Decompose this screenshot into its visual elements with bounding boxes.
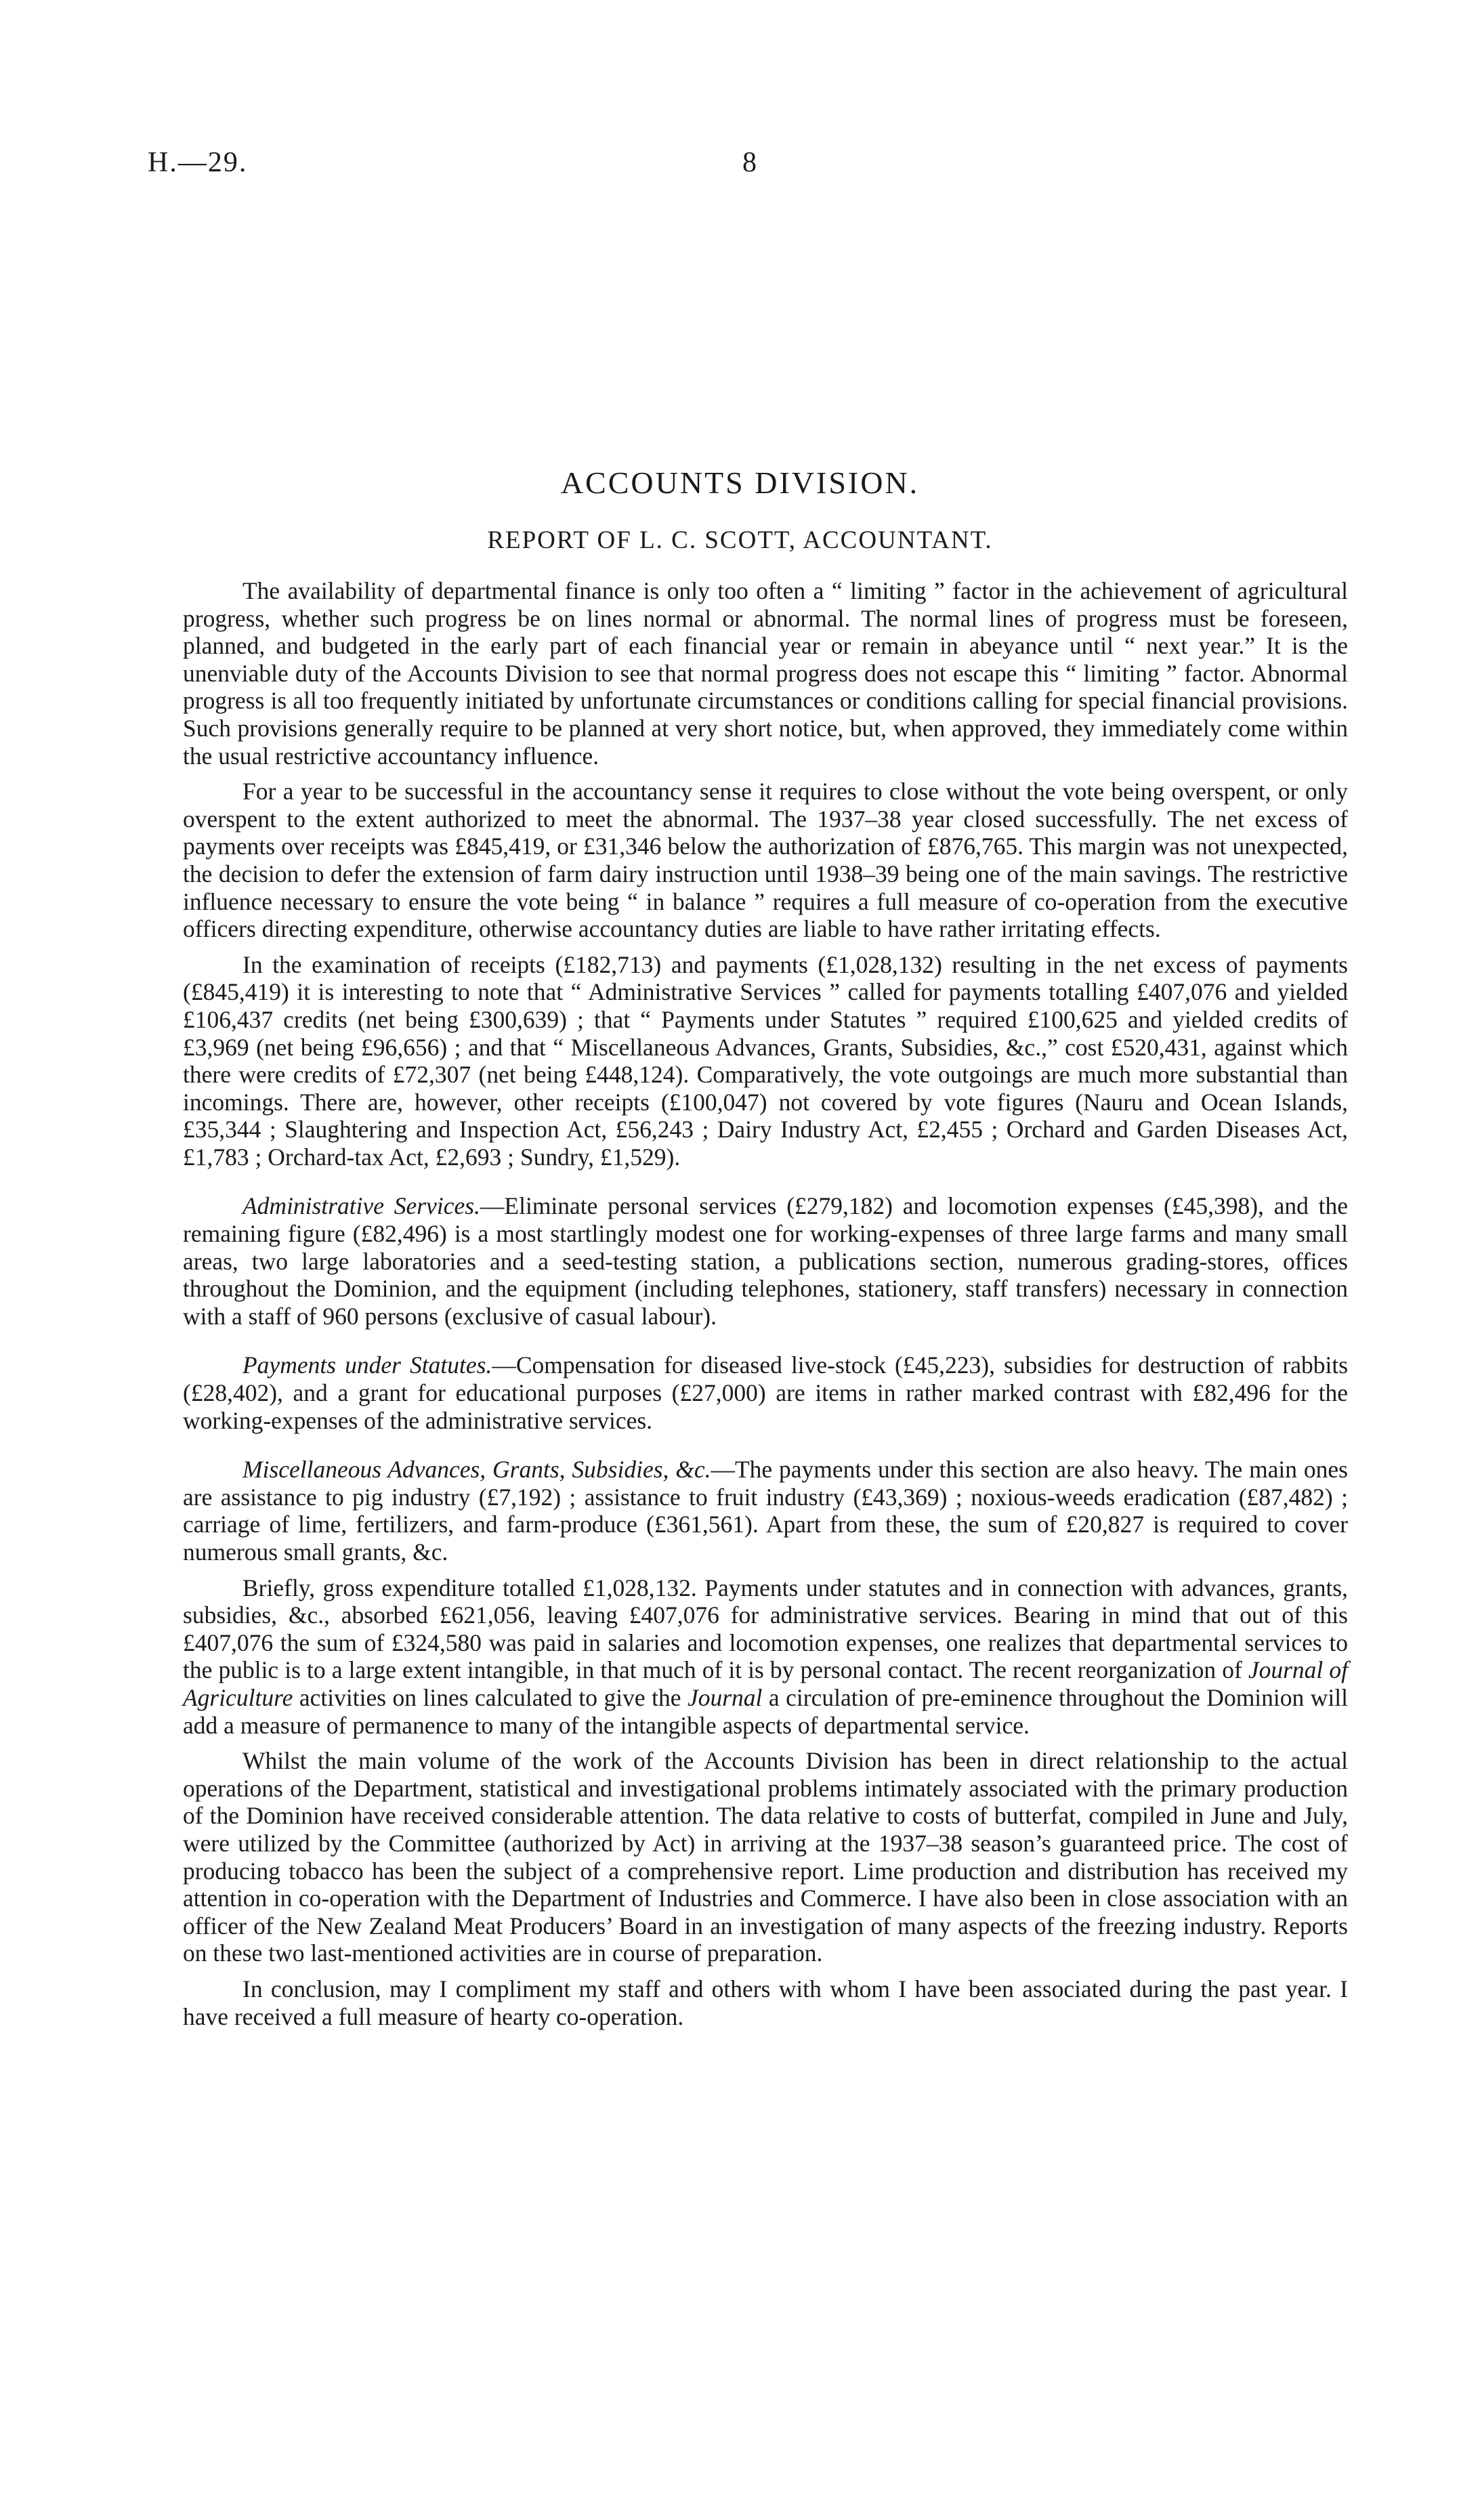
payments-under-statutes-text: —Compensation for diseased live-stock (£45,223), subsidies for destruction of rabbits (£28,402), and a grant for educational purposes (£27,000) are items in rather marked contrast with £82,496 for the working-expenses of the administrative services. (183, 1351, 1349, 1434)
paragraph-miscellaneous-advances (183, 1456, 1348, 1566)
gross-expenditure-text-b: activities on lines calculated to give the (299, 1683, 681, 1711)
report-subtitle: REPORT OF L. C. SCOTT, ACCOUNTANT. (487, 526, 993, 554)
miscellaneous-advances-lead: Miscellaneous Advances, Grants, Subsidies, &c. (242, 1456, 711, 1484)
paragraph-statistical-work: Whilst the main volume of the work of the Accounts Division has been in direct relationship to the actual operations of the Department, statistical and investigational problems intimately associated with the primary production of the Dominion have received considerable attention. The data relative to costs of butterfat, compiled in June and July, were utilized by the Committee (authorized by Act) in arriving at the 1937–38 season’s guaranteed price. The cost of producing tobacco has been the subject of a comprehensive report. Lime production and distribution has received my attention in co-operation with the Department of Industries and Commerce. I have also been in close association with an officer of the New Zealand Meat Producers’ Board in an investigation of many aspects of the freezing industry. Reports on these two last-mentioned activities are in course of preparation. (183, 1747, 1348, 1967)
paragraph-payments-under-statutes (183, 1351, 1348, 1434)
gross-expenditure-text-c: a circulation of pre-eminence throughout the Dominion will add a measure of permanence to many of the intangible aspects of departmental service. (183, 1683, 1349, 1739)
miscellaneous-advances-text: —The payments under this section are also heavy. The main ones are assistance to pig industry (£7,192) ; assistance to fruit industry (£43,369) ; noxious-weeds eradication (£87,482) ; carriage of lime, fertilizers, and farm-produce (£361,561). Apart from these, the sum of £20,827 is required to cover numerous small grants, &c. (183, 1456, 1348, 1566)
paragraph-gross-expenditure (183, 1574, 1348, 1740)
gross-expenditure-text-a: Briefly, gross expenditure totalled £1,028,132. Payments under statutes and in connection with advances, grants, subsidies, &c., absorbed £621,056, leaving £407,076 for administrative services. Bearing in mind that out of this £407,076 the sum of £324,580 was paid in salaries and locomotion expenses, one realizes that departmental services to the public is to a large extent intangible, in that much of it is by personal contact. The recent reorganization of (183, 1574, 1348, 1684)
journal-title: Journal (687, 1683, 763, 1711)
paragraph-receipts-payments: In the examination of receipts (£182,713) and payments (£1,028,132) resulting in the net excess of payments (£845,419) it is interesting to note that “ Administrative Services ” called for payments totalling £407,076 and yielded £106,437 credits (net being £300,639) ; that “ Payments under Statutes ” required £100,625 and yielded credits of £3,969 (net being £96,656) ; and that “ Miscellaneous Advances, Grants, Subsidies, &c.,” cost £520,431, against which there were credits of £72,307 (net being £448,124). Comparatively, the vote outgoings are much more substantial than incomings. There are, however, other receipts (£100,047) not covered by vote figures (Nauru and Ocean Islands, £35,344 ; Slaughtering and Inspection Act, £56,243 ; Dairy Industry Act, £2,455 ; Orchard and Garden Diseases Act, £1,783 ; Orchard-tax Act, £2,693 ; Sundry, £1,529). (183, 950, 1348, 1171)
page-number: 8 (742, 147, 757, 178)
paragraph-conclusion: In conclusion, may I compliment my staff and others with whom I have been associated during the past year. I have received a full measure of hearty co-operation. (183, 1975, 1348, 2030)
report-reference: H.—29. (148, 147, 248, 178)
paragraph-availability: The availability of departmental finance is only too often a “ limiting ” factor in the achievement of agricultural progress, whether such progress be on lines normal or abnormal. The normal lines of progress must be foreseen, planned, and budgeted in the early part of each financial year or remain in abeyance until “ next year.” It is the unenviable duty of the Accounts Division to see that normal progress does not escape this “ limiting ” factor. Abnormal progress is all too frequently initiated by unfortunate circumstances or conditions calling for special financial provisions. Such provisions generally require to be planned at very short notice, but, when approved, they immediately come within the usual restrictive accountancy influence. (183, 577, 1348, 770)
section-title: ACCOUNTS DIVISION. (560, 465, 920, 500)
report-body (183, 577, 1348, 2038)
paragraph-administrative-services (183, 1192, 1348, 1330)
paragraph-year-success: For a year to be successful in the accountancy sense it requires to close without the vote being overspent, or only overspent to the extent authorized to meet the abnormal. The 1937–38 year closed successfully. The net excess of payments over receipts was £845,419, or £31,346 below the authorization of £876,765. This margin was not unexpected, the decision to defer the extension of farm dairy instruction until 1938–39 being one of the main savings. The restrictive influence necessary to ensure the vote being “ in balance ” requires a full measure of co-operation from the executive officers directing expenditure, otherwise accountancy duties are liable to have rather irritating effects. (183, 778, 1348, 943)
administrative-services-text: —Eliminate personal services (£279,182) and locomotion expenses (£45,398), and the remaining figure (£82,496) is a most startlingly modest one for working-expenses of three large farms and many small areas, two large laboratories and a seed-testing station, a publications section, numerous grading-stores, offices throughout the Dominion, and the equipment (including telephones, stationery, staff transfers) necessary in connection with a staff of 960 persons (exclusive of casual labour). (183, 1192, 1348, 1330)
journal-of-agriculture-title: Journal of Agriculture (183, 1656, 1348, 1711)
administrative-services-lead: Administrative Services. (242, 1192, 480, 1220)
payments-under-statutes-lead: Payments under Statutes. (242, 1351, 492, 1379)
